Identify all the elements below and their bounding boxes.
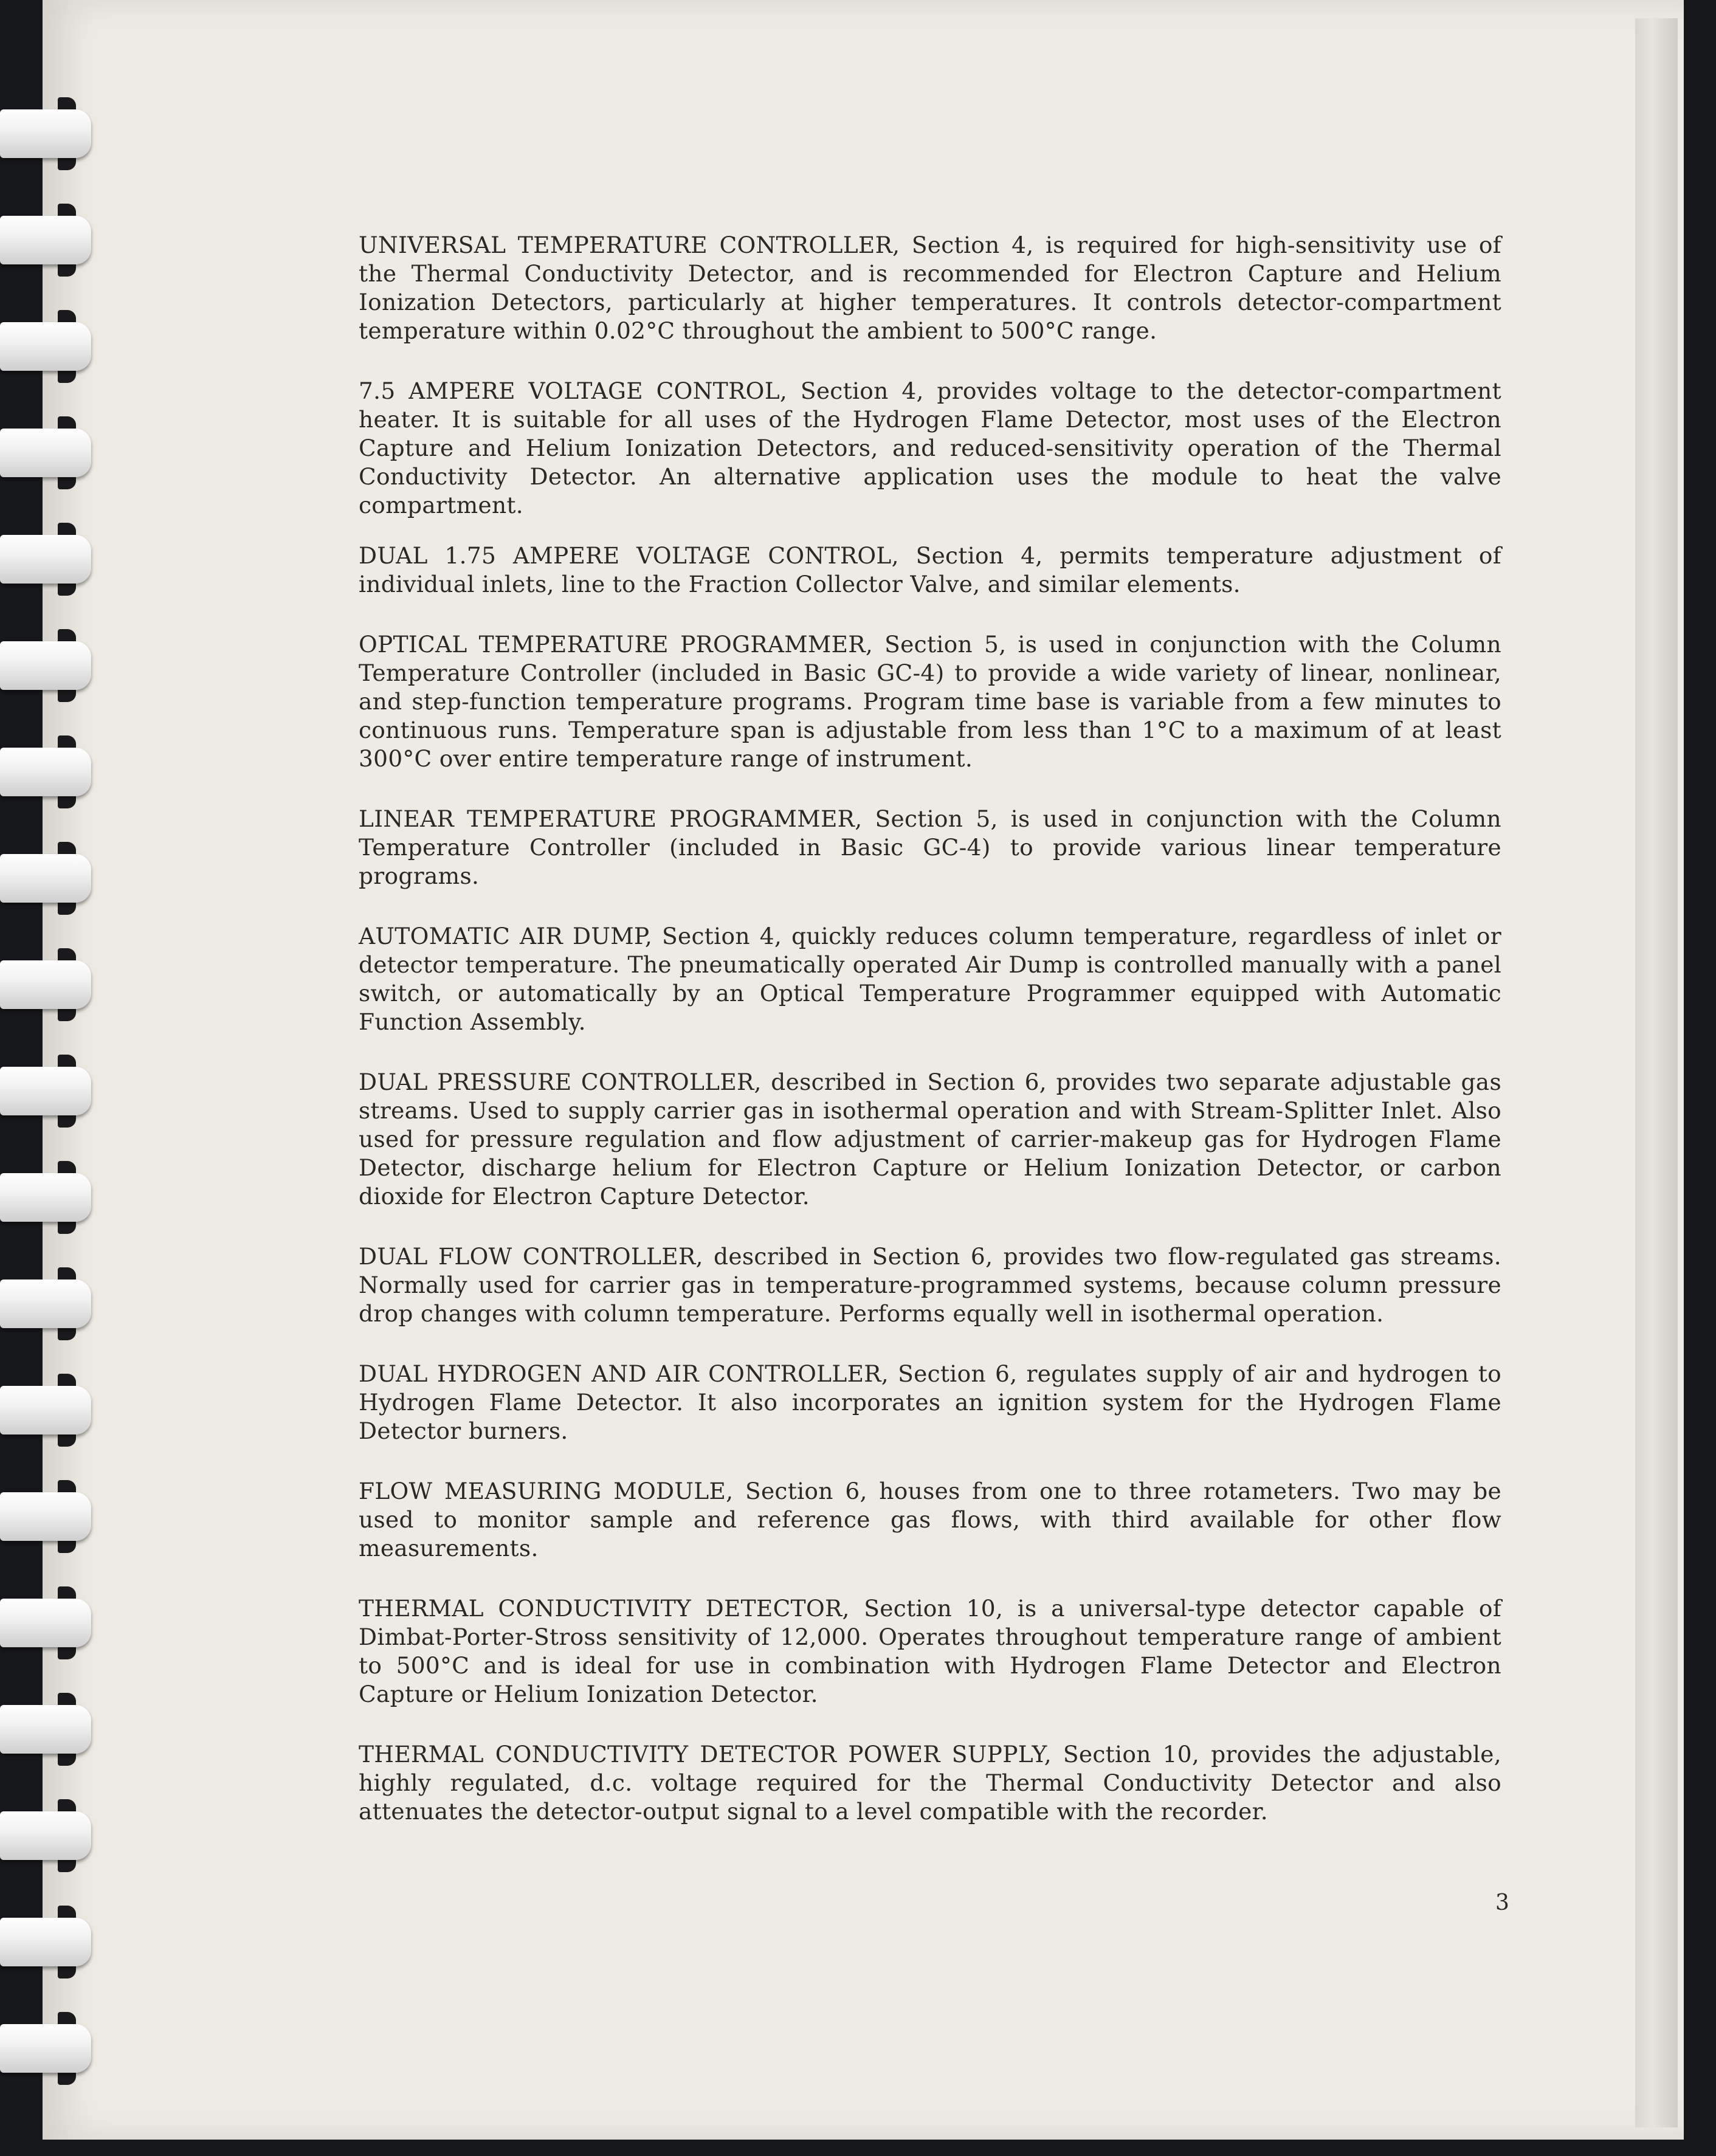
page-body <box>359 231 1501 1858</box>
binding-ring <box>0 523 97 596</box>
binding-ring <box>0 97 97 170</box>
paragraph-dual-voltage-control: DUAL 1.75 AMPERE VOLTAGE CONTROL, Section 4, permits temperature adjustment of individual inlets, line to the Fraction Collector Valve, and similar elements. <box>359 542 1501 598</box>
paragraph-thermal-conductivity-detector: THERMAL CONDUCTIVITY DETECTOR, Section 10, is a universal-type detector capable of Dimbat-Porter-Stross sensitivity of 12,000. Operates throughout temperature range of ambient to 500°C and is ideal for use in combination with Hydrogen Flame Detector and Electron Capture or Helium Ionization Detector. <box>359 1595 1501 1707</box>
page-number: 3 <box>1495 1890 1509 1915</box>
paragraph-dual-hydrogen-air-controller: DUAL HYDROGEN AND AIR CONTROLLER, Section 6, regulates supply of air and hydrogen to Hydrogen Flame Detector. It also incorporates an ignition system for the Hydrogen Flame Detector burners. <box>359 1360 1501 1444</box>
binding-ring <box>0 204 97 277</box>
page-stack-edge <box>1635 18 1678 2127</box>
binding-ring <box>0 1693 97 1766</box>
binding-ring <box>0 1267 97 1340</box>
binding-ring <box>0 1480 97 1553</box>
paragraph-automatic-air-dump: AUTOMATIC AIR DUMP, Section 4, quickly reduces column temperature, regardless of inlet or detector temperature. The pneumatically operated Air Dump is controlled manually with a panel switch, or automatically by an Optical Temperature Programmer equipped with Automatic Function Assembly. <box>359 923 1501 1035</box>
binding-ring <box>0 2012 97 2085</box>
paragraph-tcd-power-supply: THERMAL CONDUCTIVITY DETECTOR POWER SUPPLY, Section 10, provides the adjustable, highly regulated, d.c. voltage required for the Thermal Conductivity Detector and also attenuates the detector-output signal to a level compatible with the recorder. <box>359 1741 1501 1825</box>
paragraph-dual-pressure-controller: DUAL PRESSURE CONTROLLER, described in Section 6, provides two separate adjustable gas streams. Used to supply carrier gas in isothermal operation and with Stream-Splitter Inlet. Also used for pressure regulation and flow adjustment of carrier-makeup gas for Hydrogen Flame Detector, discharge helium for Electron Capture or Helium Ionization Detector, or carbon dioxide for Electron Capture Detector. <box>359 1069 1501 1210</box>
paragraph-optical-temperature-programmer: OPTICAL TEMPERATURE PROGRAMMER, Section 5, is used in conjunction with the Column Temperature Controller (included in Basic GC-4) to provide a wide variety of linear, nonlinear, and step-function temperature programs. Program time base is variable from a few minutes to continuous runs. Temperature span is adjustable from less than 1°C to a maximum of at least 300°C over entire temperature range of instrument. <box>359 631 1501 772</box>
binding-ring <box>0 416 97 489</box>
binding-ring <box>0 310 97 383</box>
binding-ring <box>0 948 97 1021</box>
spiral-binding <box>0 0 122 2156</box>
binding-ring <box>0 629 97 702</box>
paragraph-dual-flow-controller: DUAL FLOW CONTROLLER, described in Section 6, provides two flow-regulated gas streams. Normally used for carrier gas in temperature-programmed systems, because column pressure drop changes with column temperature. Performs equally well in isothermal operation. <box>359 1243 1501 1327</box>
binding-ring <box>0 1799 97 1872</box>
binding-ring <box>0 1374 97 1447</box>
binding-ring <box>0 1055 97 1128</box>
paragraph-flow-measuring-module: FLOW MEASURING MODULE, Section 6, houses from one to three rotameters. Two may be used to monitor sample and reference gas flows, with third available for other flow measurements. <box>359 1478 1501 1562</box>
paragraph-linear-temperature-programmer: LINEAR TEMPERATURE PROGRAMMER, Section 5, is used in conjunction with the Column Temperature Controller (included in Basic GC-4) to provide various linear temperature programs. <box>359 805 1501 889</box>
binding-ring <box>0 1586 97 1659</box>
paragraph-universal-temperature-controller: UNIVERSAL TEMPERATURE CONTROLLER, Section 4, is required for high-sensitivity use of the Thermal Conductivity Detector, and is recommended for Electron Capture and Helium Ionization Detectors, particularly at higher temperatures. It controls detector-compartment temperature within 0.02°C throughout the ambient to 500°C range. <box>359 232 1501 344</box>
binding-ring <box>0 1906 97 1979</box>
binding-ring <box>0 842 97 915</box>
binding-ring <box>0 1161 97 1234</box>
binding-ring <box>0 735 97 808</box>
paragraph-voltage-control: 7.5 AMPERE VOLTAGE CONTROL, Section 4, provides voltage to the detector-compartment heater. It is suitable for all uses of the Hydrogen Flame Detector, most uses of the Electron Capture and Helium Ionization Detectors, and reduced-sensitivity operation of the Thermal Conductivity Detector. An alternative application uses the module to heat the valve compartment. <box>359 377 1501 518</box>
